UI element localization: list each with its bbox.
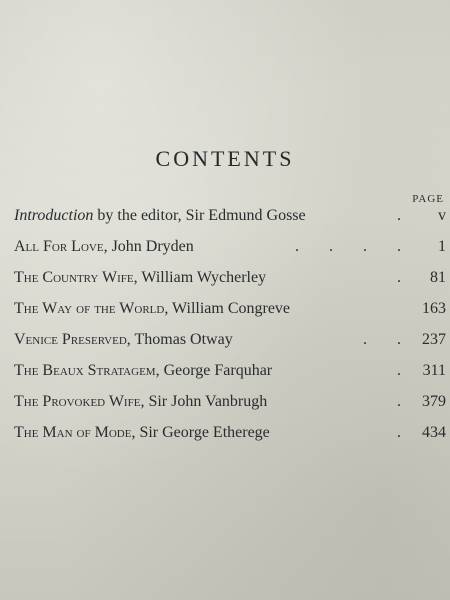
dot-leaders: .: [397, 206, 414, 224]
entry-text: [14, 238, 194, 256]
entry-page-number: 379: [422, 392, 446, 410]
entry-author: , Thomas Otway: [126, 330, 233, 348]
dot-leaders: . . . .: [295, 237, 414, 255]
entry-author: , John Dryden: [103, 237, 194, 255]
entry-title: The Way of the World: [14, 299, 165, 317]
page-column-label: PAGE: [412, 193, 444, 205]
entry-page-number: 311: [422, 361, 446, 379]
entry-author: , Sir George Etherege: [131, 423, 270, 441]
entry-page-number: 434: [422, 423, 446, 441]
entry-title: The Country Wife: [14, 268, 134, 286]
entry-author: , William Congreve: [164, 299, 291, 317]
contents-entry-the-provoked-wife: [14, 386, 446, 417]
entry-text: [14, 362, 272, 380]
entry-text: [14, 393, 267, 411]
entry-text: [14, 331, 233, 349]
contents-entry-venice-preserved: [14, 324, 446, 355]
dot-leaders: .: [397, 268, 414, 286]
entry-title: Introduction: [14, 206, 94, 224]
entry-author: , George Farquhar: [155, 361, 273, 379]
entry-author: by the editor, Sir Edmund Gosse: [93, 206, 306, 224]
dot-leaders: . .: [363, 330, 414, 348]
entry-title: The Beaux Stratagem: [14, 361, 156, 379]
contents-entry-the-country-wife: [14, 262, 446, 293]
entry-author: , Sir John Vanbrugh: [140, 392, 268, 410]
entry-page-number: 163: [422, 299, 446, 317]
contents-entry-introduction: [14, 200, 446, 231]
entry-page-number: 237: [422, 330, 446, 348]
dot-leaders: .: [397, 392, 414, 410]
entry-page-number: v: [438, 206, 446, 224]
entry-title: The Man of Mode: [14, 423, 132, 441]
dot-leaders: .: [397, 423, 414, 441]
entry-page-number: 1: [438, 237, 446, 255]
entry-text: [14, 424, 270, 442]
dot-leaders: .: [397, 361, 414, 379]
contents-list: [14, 200, 446, 448]
entry-author: , William Wycherley: [133, 268, 267, 286]
contents-entry-the-beaux-stratagem: [14, 355, 446, 386]
entry-text: [14, 300, 290, 318]
contents-entry-the-way-of-the-world: [14, 293, 446, 324]
contents-entry-the-man-of-mode: [14, 417, 446, 448]
entry-text: [14, 207, 306, 225]
contents-heading: CONTENTS: [155, 146, 295, 171]
contents-entry-all-for-love: [14, 231, 446, 262]
entry-text: [14, 269, 266, 287]
entry-page-number: 81: [430, 268, 446, 286]
entry-title: All For Love: [14, 237, 104, 255]
entry-title: Venice Preserved: [14, 330, 127, 348]
entry-title: The Provoked Wife: [14, 392, 141, 410]
